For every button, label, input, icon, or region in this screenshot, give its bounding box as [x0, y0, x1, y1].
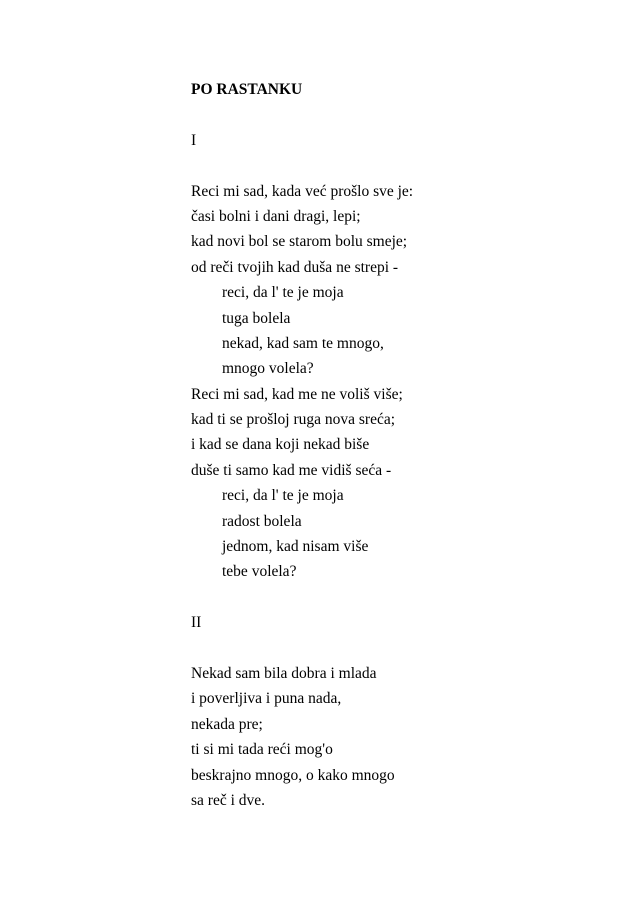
poem-line: sa reč i dve. — [191, 791, 266, 809]
poem-line: duše ti samo kad me vidiš seća - — [191, 461, 392, 479]
poem-line: i kad se dana koji nekad biše — [191, 436, 370, 454]
poem-line: časi bolni i dani dragi, lepi; — [191, 207, 361, 225]
poem-line-indented: jednom, kad nisam više — [222, 538, 369, 556]
poem-line-indented: tebe volela? — [222, 563, 297, 581]
poem-line-indented: reci, da l' te je moja — [222, 284, 344, 302]
poem-line: ti si mi tada reći mog'o — [191, 741, 333, 759]
section-label: I — [191, 131, 197, 149]
blank-line — [191, 153, 611, 178]
poem-line: kad ti se prošloj ruga nova sreća; — [191, 411, 396, 429]
poem-body — [191, 77, 611, 813]
poem-line-indented: reci, da l' te je moja — [222, 487, 344, 505]
poem-line: Reci mi sad, kada već prošlo sve je: — [191, 182, 414, 200]
poem-line: i poverljiva i puna nada, — [191, 690, 342, 708]
poem-line: Reci mi sad, kad me ne voliš više; — [191, 385, 403, 403]
poem-title: PO RASTANKU — [191, 81, 303, 98]
poem-line: beskrajno mnogo, o kako mnogo — [191, 766, 395, 784]
blank-line — [191, 102, 611, 127]
poem-line-indented: radost bolela — [222, 512, 302, 530]
blank-line — [191, 585, 611, 610]
poem-line: od reči tvojih kad duša ne strepi - — [191, 258, 399, 276]
section-label: II — [191, 614, 202, 632]
blank-line — [191, 636, 611, 661]
poem-line: Nekad sam bila dobra i mlada — [191, 664, 377, 682]
poem-line-indented: nekad, kad sam te mnogo, — [222, 334, 384, 352]
poem-line-indented: tuga bolela — [222, 309, 291, 327]
poem-line-indented: mnogo volela? — [222, 360, 314, 378]
poem-line: nekada pre; — [191, 715, 263, 733]
poem-line: kad novi bol se starom bolu smeje; — [191, 233, 408, 251]
